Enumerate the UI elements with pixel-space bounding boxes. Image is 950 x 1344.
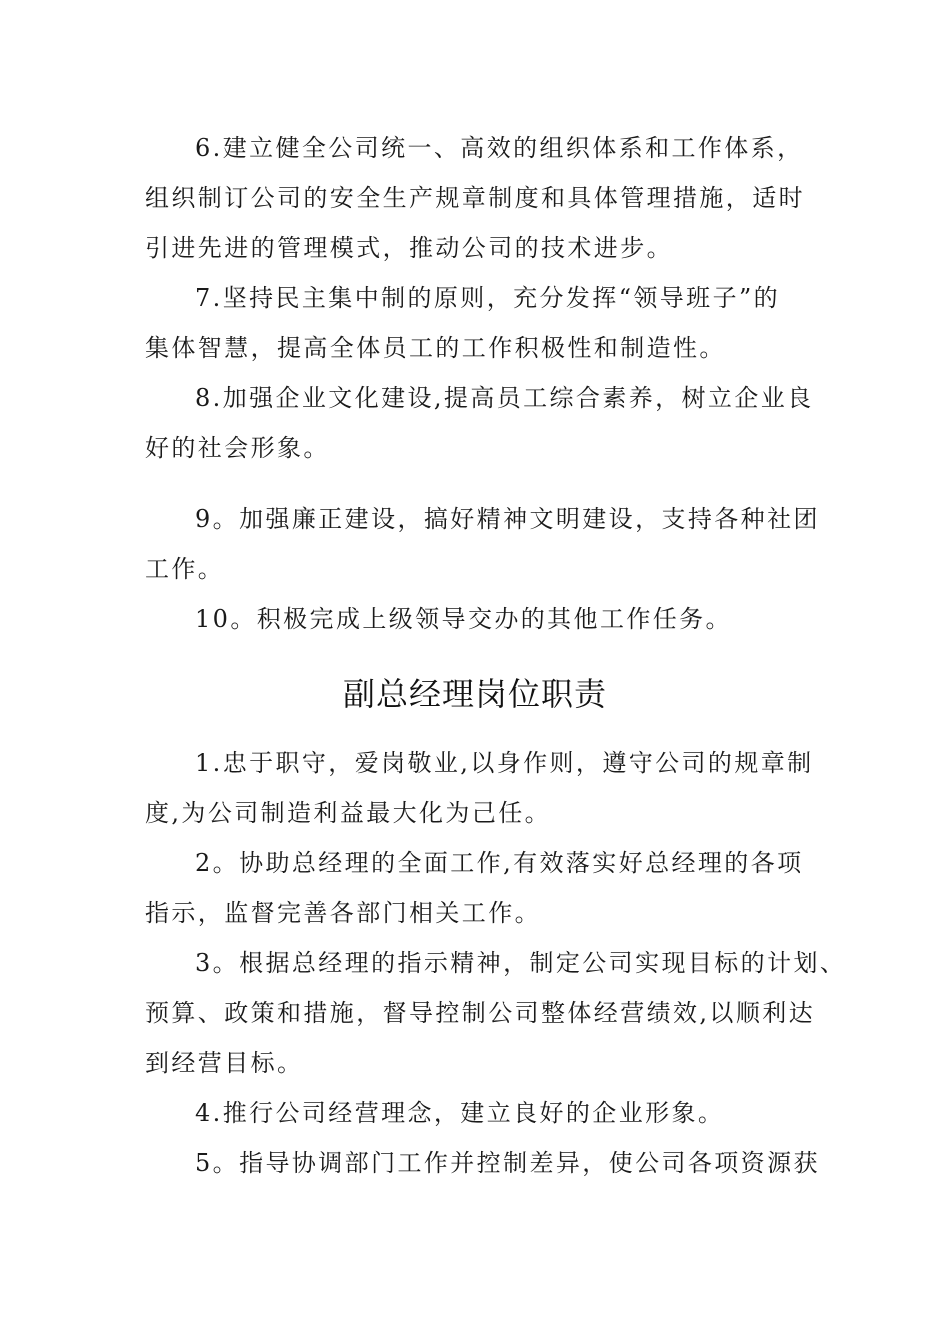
item-9-line-1: 9。加强廉正建设，搞好精神文明建设，支持各种社团 <box>195 505 820 533</box>
item-6-line-3: 引进先进的管理模式，推动公司的技术进步。 <box>145 234 673 262</box>
item-10-line-1: 10。积极完成上级领导交办的其他工作任务。 <box>195 605 732 633</box>
duty-1-line-1: 1.忠于职守，爱岗敬业,以身作则，遵守公司的规章制 <box>195 749 814 777</box>
duty-1-line-2: 度,为公司制造利益最大化为己任。 <box>145 799 552 827</box>
item-9-line-2: 工作。 <box>145 555 225 583</box>
item-8-line-2: 好的社会形象。 <box>145 434 330 462</box>
duty-3-line-2: 预算、政策和措施，督导控制公司整体经营绩效,以顺利达 <box>145 999 816 1027</box>
duty-3-line-1: 3。根据总经理的指示精神，制定公司实现目标的计划、 <box>195 949 847 977</box>
item-7-line-1: 7.坚持民主集中制的原则，充分发挥“领导班子”的 <box>195 284 781 312</box>
duty-3-line-3: 到经营目标。 <box>145 1049 304 1077</box>
duty-2-line-2: 指示，监督完善各部门相关工作。 <box>145 899 541 927</box>
item-6-line-2: 组织制订公司的安全生产规章制度和具体管理措施，适时 <box>145 184 805 212</box>
duty-4-line-1: 4.推行公司经营理念，建立良好的企业形象。 <box>195 1099 725 1127</box>
item-8-line-1: 8.加强企业文化建设,提高员工综合素养，树立企业良 <box>195 384 814 412</box>
duty-2-line-1: 2。协助总经理的全面工作,有效落实好总经理的各项 <box>195 849 804 877</box>
item-6-line-1: 6.建立健全公司统一、高效的组织体系和工作体系， <box>195 134 804 162</box>
duty-5-line-1: 5。指导协调部门工作并控制差异，使公司各项资源获 <box>195 1149 820 1177</box>
section-title: 副总经理岗位职责 <box>342 675 607 713</box>
item-7-line-2: 集体智慧，提高全体员工的工作积极性和制造性。 <box>145 334 726 362</box>
